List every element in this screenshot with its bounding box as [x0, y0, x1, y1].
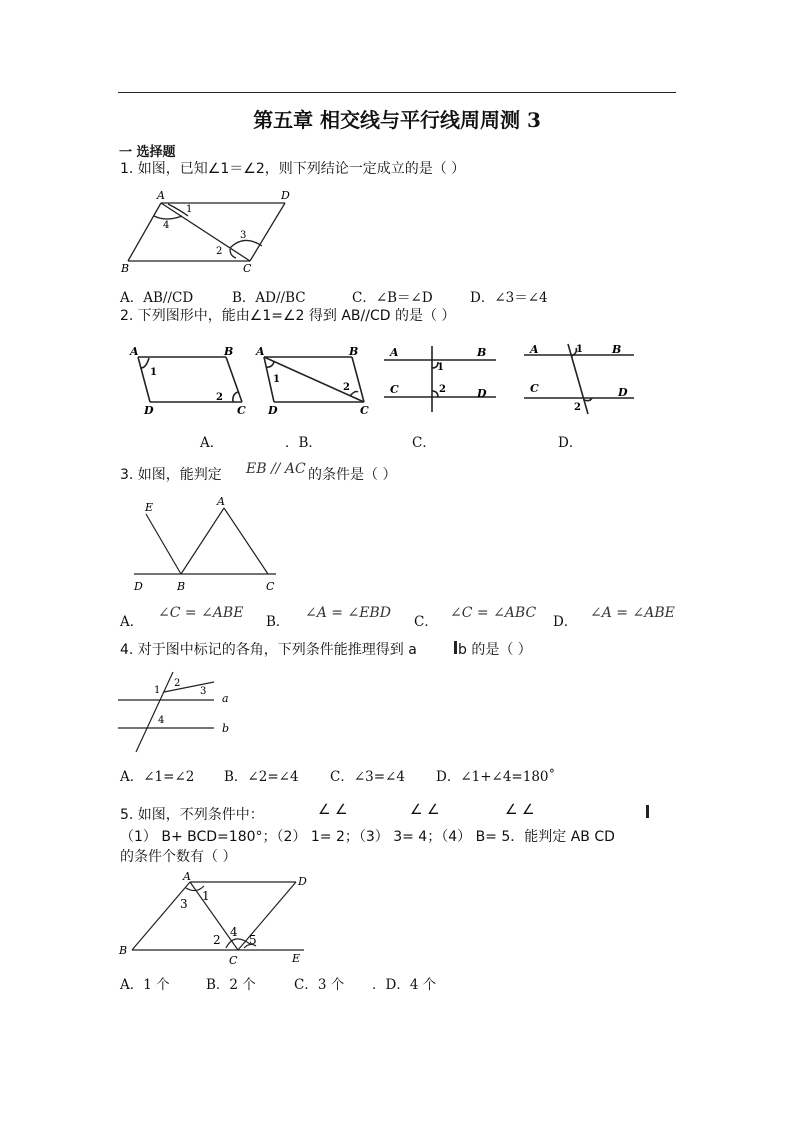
parallel-symbol-icon: [646, 805, 649, 818]
question-5-line-1: 5. 如图，不列条件中：: [120, 807, 264, 823]
q5-angle-marks-1: ∠ ∠: [318, 802, 348, 818]
svg-text:A: A: [256, 345, 265, 358]
q5-angle-marks-3: ∠ ∠: [505, 802, 535, 818]
q4-angle-3: 3: [200, 686, 207, 697]
q5-point-a: A: [183, 870, 191, 883]
question-3-figure: [128, 492, 284, 598]
q5-option-d[interactable]: ．D．4 个: [372, 977, 437, 993]
svg-text:A: A: [390, 346, 399, 359]
q3-option-a-math: ∠C = ∠ABE: [158, 605, 244, 621]
q4-option-b[interactable]: B．∠2=∠4: [224, 769, 299, 785]
question-1-figure: [118, 186, 298, 278]
question-1-text: 1. 如图，已知∠1＝∠2，则下列结论一定成立的是（ ）: [120, 161, 466, 177]
svg-text:D: D: [618, 386, 628, 399]
q1-angle-4: 4: [163, 220, 170, 231]
question-5-line-2: （1） B+ BCD=180°；（2） 1= 2；（3） 3= 4；（4） B= 5．能判定 AB CD: [120, 829, 615, 845]
question-5-figure: [116, 868, 316, 968]
q4-line-b: b: [222, 722, 230, 735]
svg-text:D: D: [477, 387, 487, 400]
q1-option-d[interactable]: D．∠3＝∠4: [470, 290, 548, 306]
q5-option-c[interactable]: C．3 个: [294, 977, 345, 993]
page-title: 第五章 相交线与平行线周周测 3: [253, 108, 541, 132]
q1-angle-1: 1: [186, 204, 193, 215]
q3-option-c-math: ∠C = ∠ABC: [450, 605, 537, 621]
q3-point-c: C: [266, 580, 275, 593]
svg-text:A: A: [130, 345, 139, 358]
svg-text:1: 1: [437, 362, 444, 373]
q4-option-a[interactable]: A．∠1=∠2: [120, 769, 195, 785]
q2-option-d[interactable]: D．: [558, 435, 583, 451]
svg-text:C: C: [237, 404, 246, 417]
q5-point-c: C: [229, 954, 238, 967]
q4-angle-2: 2: [174, 678, 181, 689]
question-4-figure: [118, 668, 238, 756]
parallel-symbol-icon: [454, 641, 457, 654]
q2-option-b[interactable]: ．B．: [285, 435, 322, 451]
question-2-text: 2. 下列图形中，能由∠1=∠2 得到 AB//CD 的是（ ）: [120, 308, 456, 324]
svg-text:C: C: [530, 382, 539, 395]
svg-text:1: 1: [273, 374, 280, 385]
svg-text:C: C: [360, 404, 369, 417]
q3-option-a-letter[interactable]: A．: [120, 614, 144, 630]
q4-line-a: a: [222, 692, 229, 705]
svg-text:A: A: [530, 343, 539, 356]
q5-option-a[interactable]: A．1 个: [120, 977, 170, 993]
question-3-text-pre: 3. 如图，能判定: [120, 467, 222, 483]
svg-text:1: 1: [150, 367, 157, 378]
q3-point-b: B: [177, 580, 186, 593]
q2-option-c[interactable]: C．: [412, 435, 436, 451]
q3-point-e: E: [145, 501, 154, 514]
q3-option-b-math: ∠A = ∠EBD: [305, 605, 391, 621]
svg-text:D: D: [268, 404, 278, 417]
q2-option-a[interactable]: A．: [200, 435, 224, 451]
q1-angle-3: 3: [240, 230, 247, 241]
q5-option-b[interactable]: B．2 个: [206, 977, 256, 993]
svg-text:B: B: [349, 345, 359, 358]
q3-point-a: A: [217, 495, 225, 508]
svg-text:D: D: [144, 404, 154, 417]
q3-option-c-letter[interactable]: C．: [414, 614, 438, 630]
q1-point-b: B: [121, 262, 130, 275]
q5-angle-1: 1: [202, 889, 210, 903]
svg-text:2: 2: [343, 382, 350, 393]
question-4-text-post: b 的是（ ）: [458, 642, 532, 658]
question-3-math: EB // AC: [246, 461, 306, 477]
q1-point-d: D: [281, 189, 290, 202]
q1-point-c: C: [243, 262, 252, 275]
svg-text:B: B: [612, 343, 622, 356]
q4-option-c[interactable]: C．∠3=∠4: [330, 769, 405, 785]
section-heading: 一 选择题: [119, 145, 176, 160]
q5-angle-4: 4: [230, 925, 238, 939]
q5-point-e: E: [292, 952, 301, 965]
q4-option-d[interactable]: D．∠1+∠4=180˚: [436, 769, 556, 785]
svg-text:B: B: [477, 346, 487, 359]
q1-option-a[interactable]: A．AB//CD: [120, 290, 194, 306]
q3-option-b-letter[interactable]: B．: [266, 614, 290, 630]
q3-option-d-letter[interactable]: D．: [553, 614, 578, 630]
q1-option-c[interactable]: C．∠B＝∠D: [352, 290, 433, 306]
q4-angle-4: 4: [158, 715, 165, 726]
question-3-text-post: 的条件是（ ）: [308, 467, 397, 483]
q5-angle-marks-2: ∠ ∠: [410, 802, 440, 818]
q3-option-d-math: ∠A = ∠ABE: [590, 605, 675, 621]
q5-angle-2: 2: [213, 933, 221, 947]
svg-text:1: 1: [576, 344, 583, 355]
top-rule: [118, 92, 676, 93]
svg-text:B: B: [224, 345, 234, 358]
question-5-line-3: 的条件个数有（ ）: [120, 849, 237, 865]
question-2-figures: [120, 340, 648, 420]
q1-angle-2: 2: [216, 246, 223, 257]
q1-option-b[interactable]: B．AD//BC: [232, 290, 306, 306]
q5-point-d: D: [298, 875, 307, 888]
svg-text:2: 2: [574, 402, 581, 413]
q1-point-a: A: [157, 189, 165, 202]
q4-angle-1: 1: [154, 685, 161, 696]
q5-angle-3: 3: [180, 897, 188, 911]
q5-angle-5: 5: [249, 933, 257, 947]
question-4-text-pre: 4. 对于图中标记的各角，下列条件能推理得到 a: [120, 642, 417, 658]
svg-text:2: 2: [439, 384, 446, 395]
q5-point-b: B: [119, 944, 128, 957]
svg-text:C: C: [390, 383, 399, 396]
q3-point-d: D: [134, 580, 143, 593]
svg-text:2: 2: [216, 392, 223, 403]
